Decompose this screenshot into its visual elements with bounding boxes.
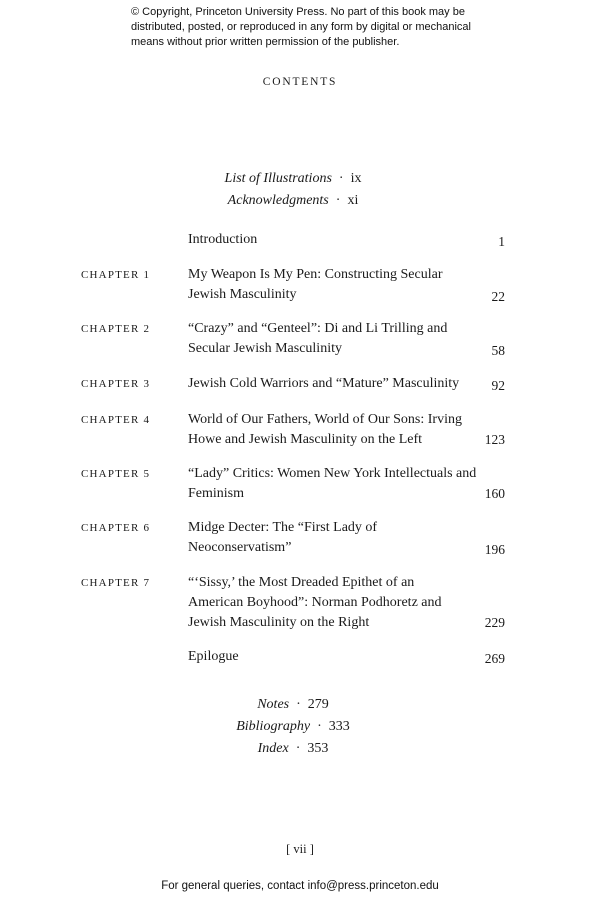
footer-contact: For general queries, contact info@press.princeton.edu	[161, 880, 439, 892]
chapter-title: World of Our Fathers, World of Our Sons: Irving Howe and Jewish Masculinity on the Left	[188, 412, 462, 447]
copyright-notice: © Copyright, Princeton University Press. No part of this book may be distributed, posted, or reproduced in any form by digital or mechanical means without prior written permission of the publisher.	[131, 6, 471, 48]
page-folio: [ vii ]	[286, 842, 314, 856]
chapter-label: CHAPTER 1	[81, 269, 151, 281]
separator-dot: ·	[295, 741, 301, 756]
chapter-label: CHAPTER 4	[81, 414, 151, 426]
chapter-page: 1	[498, 234, 505, 249]
chapter-page: 269	[484, 651, 505, 666]
front-matter-page: xi	[347, 193, 359, 208]
separator-dot: ·	[317, 719, 322, 734]
chapter-page: 160	[484, 486, 505, 501]
back-matter-page: 353	[307, 741, 329, 756]
back-matter-item-index[interactable]	[0, 738, 586, 760]
chapter-label: CHAPTER 6	[81, 522, 151, 534]
separator-dot: ·	[296, 697, 301, 712]
back-matter-page: 333	[328, 719, 350, 734]
chapter-title: “Lady” Critics: Women New York Intellectuals and Feminism	[188, 466, 477, 501]
back-matter-title: Bibliography	[236, 719, 311, 734]
separator-dot: ·	[338, 171, 344, 186]
chapter-title: My Weapon Is My Pen: Constructing Secular Jewish Masculinity	[188, 267, 443, 302]
chapter-page: 22	[491, 289, 505, 304]
chapter-page: 92	[491, 378, 505, 393]
chapter-label: CHAPTER 7	[81, 577, 151, 589]
chapter-title: Midge Decter: The “First Lady of Neoconservatism”	[188, 520, 378, 555]
chapter-page: 58	[491, 343, 505, 358]
chapter-page: 229	[484, 615, 505, 630]
chapter-page: 123	[484, 432, 505, 447]
back-matter-item-bibliography[interactable]	[0, 716, 586, 738]
separator-dot: ·	[335, 193, 341, 208]
contents-heading: CONTENTS	[262, 76, 338, 88]
chapter-title: Epilogue	[188, 649, 239, 664]
chapter-title: “Crazy” and “Genteel”: Di and Li Trilling and Secular Jewish Masculinity	[188, 321, 448, 356]
chapter-page: 196	[484, 542, 505, 557]
chapter-label: CHAPTER 2	[81, 323, 151, 335]
chapter-label: CHAPTER 3	[81, 378, 151, 390]
back-matter-list	[0, 694, 586, 760]
front-matter-title: Acknowledgments	[227, 193, 329, 208]
back-matter-title: Notes	[257, 697, 290, 712]
front-matter-title: List of Illustrations	[224, 171, 332, 186]
chapter-title: Introduction	[188, 232, 258, 247]
back-matter-page: 279	[307, 697, 329, 712]
chapter-title: “‘Sissy,’ the Most Dreaded Epithet of an American Boyhood”: Norman Podhoretz and Jewish Masculinity on the Right	[188, 575, 442, 630]
front-matter-page: ix	[350, 171, 362, 186]
back-matter-item-notes[interactable]	[0, 694, 586, 716]
back-matter-title: Index	[257, 741, 289, 756]
chapter-title: Jewish Cold Warriors and “Mature” Masculinity	[188, 376, 460, 391]
chapter-label: CHAPTER 5	[81, 468, 151, 480]
